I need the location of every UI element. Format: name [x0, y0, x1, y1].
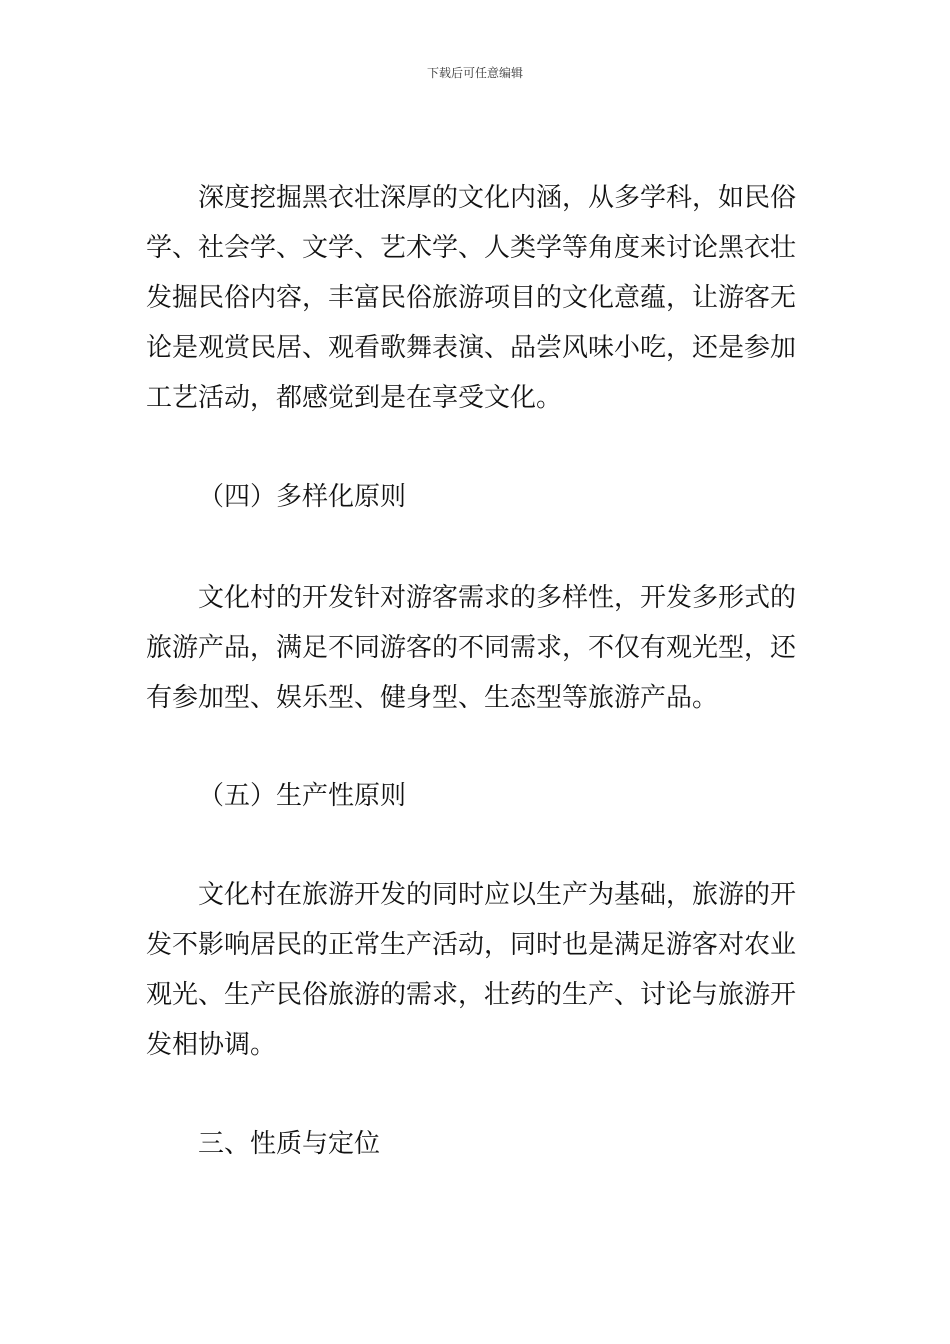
paragraph-line: 有参加型、娱乐型、健身型、生态型等旅游产品。: [146, 683, 719, 713]
heading-productivity-principle: （五）生产性原则: [198, 781, 407, 811]
page-header: 下载后可任意编辑: [426, 66, 523, 80]
paragraph-line: 学、社会学、文学、艺术学、人类学等角度来讨论黑衣壮: [146, 233, 797, 263]
paragraph-line: 工艺活动，都感觉到是在享受文化。: [146, 383, 563, 413]
paragraph-productivity: [146, 870, 808, 1070]
paragraph-line: 论是观赏民居、观看歌舞表演、品尝风味小吃，还是参加: [146, 333, 797, 363]
paragraph-line: 文化村的开发针对游客需求的多样性，开发多形式的: [198, 583, 797, 613]
heading-diversity-principle: （四）多样化原则: [198, 482, 407, 512]
paragraph-line: 发相协调。: [146, 1030, 277, 1060]
paragraph-line: 发不影响居民的正常生产活动，同时也是满足游客对农业: [146, 930, 797, 960]
paragraph-line: 文化村在旅游开发的同时应以生产为基础，旅游的开: [198, 880, 797, 910]
paragraph-line: 旅游产品，满足不同游客的不同需求，不仅有观光型，还: [146, 633, 797, 663]
paragraph-line: 深度挖掘黑衣壮深厚的文化内涵，从多学科，如民俗: [198, 183, 797, 213]
paragraph-line: 发掘民俗内容，丰富民俗旅游项目的文化意蕴，让游客无: [146, 283, 797, 313]
paragraph-line: 观光、生产民俗旅游的需求，壮药的生产、讨论与旅游开: [146, 980, 797, 1010]
paragraph-cultural-depth: [146, 173, 808, 423]
section-heading-nature-positioning: 三、性质与定位: [198, 1129, 381, 1159]
paragraph-diversity: [146, 573, 808, 723]
